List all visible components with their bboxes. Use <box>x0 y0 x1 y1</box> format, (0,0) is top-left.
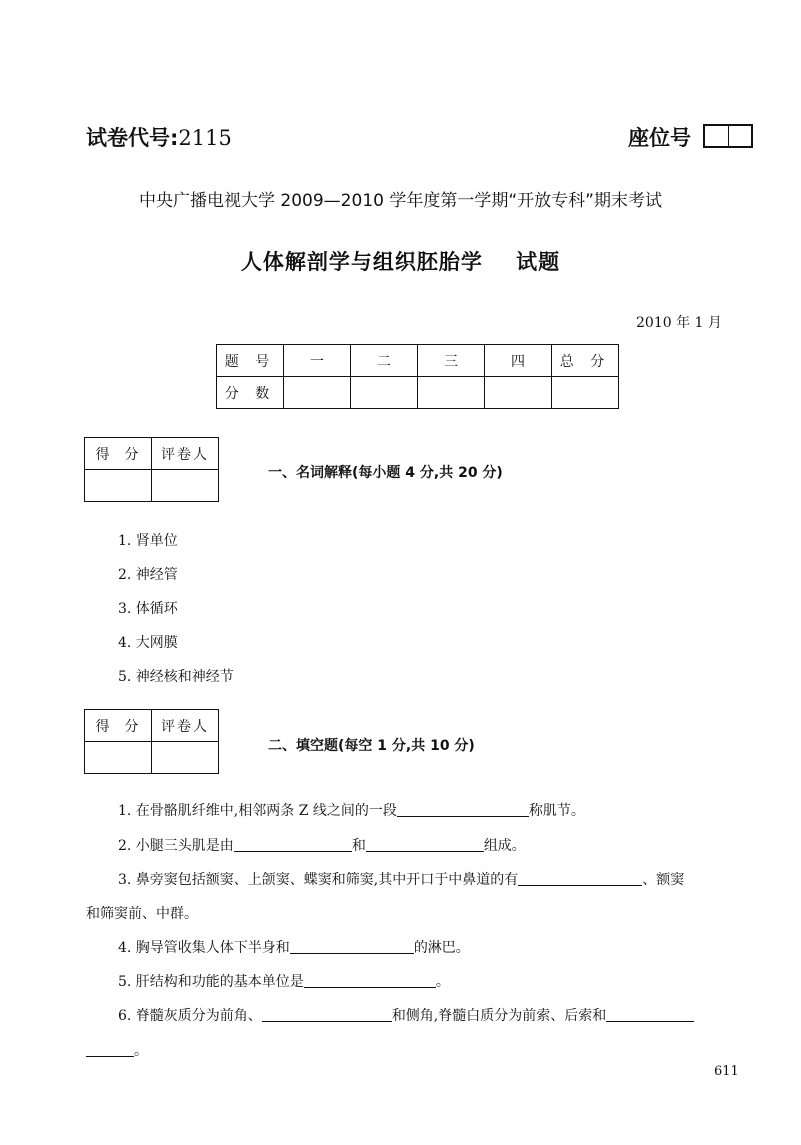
section-1-item: 5. 神经核和神经节 <box>118 669 234 685</box>
exam-date: 2010 年 1 月 <box>636 315 722 331</box>
answer-blank <box>262 1007 392 1022</box>
score-cell-label: 题 号 <box>217 345 284 377</box>
grader-box <box>84 437 219 502</box>
question-6-continued <box>86 1040 148 1060</box>
score-table <box>216 344 619 409</box>
question-text: 。 <box>134 1043 148 1059</box>
score-cell-empty <box>552 377 619 409</box>
grader-score-label: 得 分 <box>85 710 152 742</box>
answer-blank <box>86 1042 134 1057</box>
score-cell-empty <box>284 377 351 409</box>
score-cell-header: 四 <box>485 345 552 377</box>
grader-name-cell <box>152 470 219 502</box>
question-text: 。 <box>435 974 450 990</box>
seat-number-label: 座位号 <box>628 126 691 150</box>
page-number: 611 <box>714 1064 739 1079</box>
question-4 <box>118 937 470 957</box>
score-table-header-row <box>217 345 619 377</box>
score-cell-empty <box>351 377 418 409</box>
exam-subtitle: 中央广播电视大学 2009—2010 学年度第一学期“开放专科”期末考试 <box>139 191 662 211</box>
grader-name-cell <box>152 742 219 774</box>
answer-blank <box>304 973 436 988</box>
score-cell-header: 一 <box>284 345 351 377</box>
score-cell-empty <box>418 377 485 409</box>
grader-score-cell <box>85 470 152 502</box>
question-text: 和 <box>351 838 366 854</box>
answer-blank <box>366 837 484 852</box>
answer-blank <box>290 939 414 954</box>
exam-code-label: 试卷代号: <box>86 126 179 150</box>
question-text: 3. 鼻旁窦包括额窦、上颌窦、蝶窦和筛窦,其中开口于中鼻道的有 <box>118 872 519 888</box>
grader-score-cell <box>85 742 152 774</box>
question-3 <box>118 869 684 889</box>
question-text: 的淋巴。 <box>413 940 470 956</box>
seat-box <box>729 126 752 146</box>
question-2 <box>118 835 526 855</box>
exam-code <box>86 122 232 152</box>
section-1-item: 4. 大网膜 <box>118 635 178 651</box>
answer-blank <box>234 837 352 852</box>
question-text: 称肌节。 <box>528 803 585 819</box>
question-3-continued: 和筛窦前、中群。 <box>86 906 198 922</box>
answer-blank <box>397 802 529 817</box>
question-text: 和侧角,脊髓白质分为前索、后索和 <box>391 1008 607 1024</box>
section-1-item: 1. 肾单位 <box>118 533 178 549</box>
question-text: 2. 小腿三头肌是由 <box>118 838 234 854</box>
question-text: 组成。 <box>483 838 526 854</box>
question-5 <box>118 971 450 991</box>
score-cell-empty <box>485 377 552 409</box>
question-text: 4. 胸导管收集人体下半身和 <box>118 940 290 956</box>
answer-blank <box>606 1007 694 1022</box>
score-cell-header: 二 <box>351 345 418 377</box>
score-cell-header: 三 <box>418 345 485 377</box>
score-table-value-row <box>217 377 619 409</box>
question-1 <box>118 800 585 820</box>
score-cell-label: 分 数 <box>217 377 284 409</box>
seat-number-boxes <box>703 124 753 148</box>
section-1-item: 3. 体循环 <box>118 601 178 617</box>
question-text: 5. 肝结构和功能的基本单位是 <box>118 974 304 990</box>
grader-box <box>84 709 219 774</box>
question-text: 6. 脊髓灰质分为前角、 <box>118 1008 262 1024</box>
section-1-heading: 一、名词解释(每小题 4 分,共 20 分) <box>268 465 503 481</box>
question-6 <box>118 1005 694 1025</box>
grader-name-label: 评卷人 <box>152 710 219 742</box>
exam-code-value: 2115 <box>178 126 232 150</box>
question-text: 、额窦 <box>642 872 685 888</box>
exam-title: 人体解剖学与组织胚胎学 试题 <box>240 250 561 274</box>
question-text: 1. 在骨骼肌纤维中,相邻两条 Z 线之间的一段 <box>118 803 397 819</box>
seat-box <box>705 126 729 146</box>
section-2-heading: 二、填空题(每空 1 分,共 10 分) <box>268 738 475 754</box>
answer-blank <box>518 871 642 886</box>
grader-name-label: 评卷人 <box>152 438 219 470</box>
grader-score-label: 得 分 <box>85 438 152 470</box>
section-1-item: 2. 神经管 <box>118 567 178 583</box>
score-cell-total: 总 分 <box>552 345 619 377</box>
